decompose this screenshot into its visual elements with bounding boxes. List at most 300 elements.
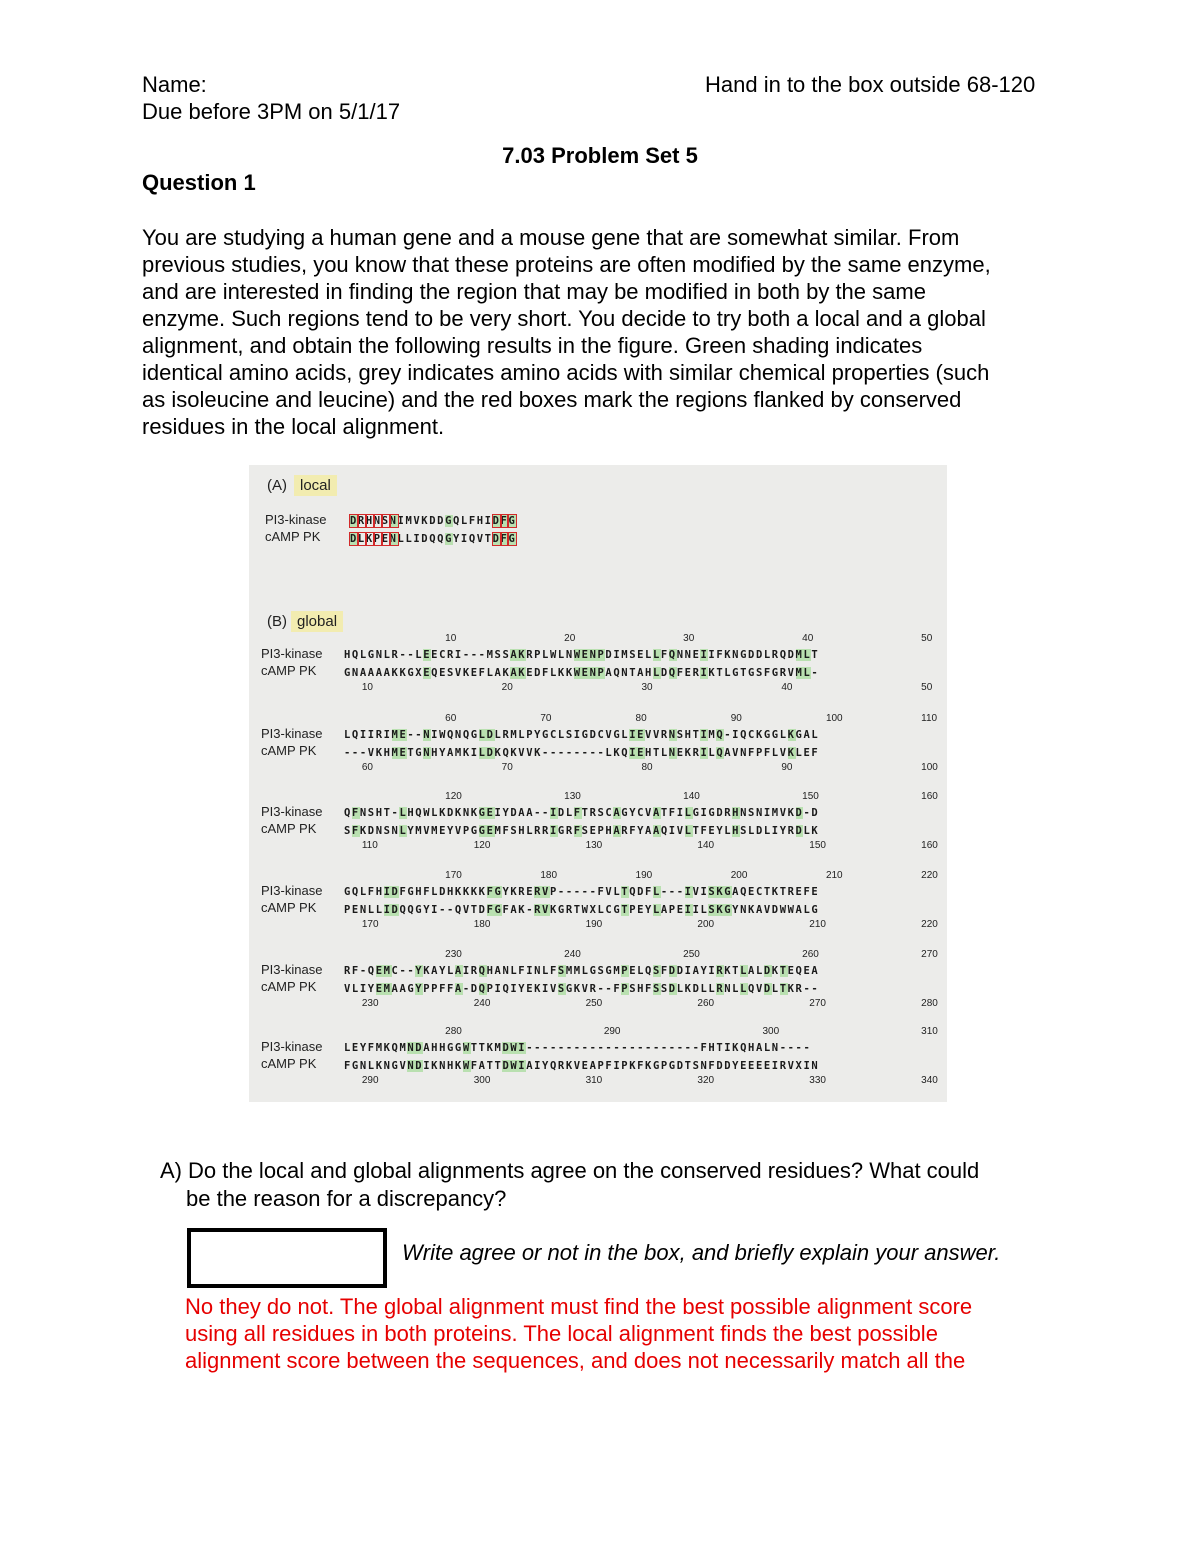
global-camp-sequence — [344, 667, 819, 679]
residue: D — [439, 886, 447, 898]
residue: N — [389, 533, 398, 545]
residue: G — [795, 729, 804, 741]
residue: E — [439, 825, 447, 837]
residue: L — [486, 667, 495, 679]
residue: L — [613, 886, 622, 898]
tick-label: 240 — [473, 998, 491, 1009]
residue: Q — [716, 729, 725, 741]
residue: K — [534, 983, 543, 995]
residue: F — [399, 886, 408, 898]
residue: H — [365, 515, 374, 527]
residue: A — [494, 667, 503, 679]
residue: D — [350, 515, 358, 527]
residue: V — [573, 1060, 582, 1072]
residue: - — [668, 886, 677, 898]
residue: F — [597, 886, 606, 898]
residue: - — [534, 1042, 543, 1054]
residue: E — [803, 747, 812, 759]
residue: H — [431, 1042, 440, 1054]
residue: Q — [621, 747, 630, 759]
residue: I — [684, 886, 693, 898]
residue: I — [629, 729, 638, 741]
residue: L — [359, 649, 368, 661]
residue: F — [676, 667, 685, 679]
residue: Q — [740, 1042, 749, 1054]
residue: R — [724, 807, 733, 819]
tick-label: 140 — [683, 791, 700, 802]
residue: S — [565, 729, 574, 741]
residue: - — [676, 1042, 685, 1054]
residue: F — [468, 515, 477, 527]
residue: E — [526, 667, 535, 679]
residue: Q — [716, 747, 725, 759]
residue: W — [573, 667, 582, 679]
residue: W — [549, 649, 558, 661]
residue: T — [478, 1042, 487, 1054]
tick-label: 260 — [697, 998, 715, 1009]
residue: S — [597, 965, 606, 977]
residue: D — [510, 807, 519, 819]
residue: I — [454, 649, 463, 661]
residue: G — [344, 886, 352, 898]
residue: G — [771, 729, 780, 741]
tick-label: 120 — [473, 840, 491, 851]
residue: F — [518, 965, 527, 977]
residue: G — [508, 515, 517, 527]
tick-label: 120 — [445, 791, 462, 802]
residue: L — [526, 825, 535, 837]
residue: K — [787, 807, 796, 819]
residue: V — [645, 729, 653, 741]
tick-label: 100 — [825, 713, 843, 724]
residue: K — [470, 886, 479, 898]
tick-label: 220 — [921, 870, 938, 881]
residue: G — [708, 807, 717, 819]
residue: - — [787, 1042, 796, 1054]
residue: E — [439, 667, 447, 679]
residue: L — [510, 965, 519, 977]
residue: E — [526, 983, 535, 995]
residue: K — [645, 1060, 653, 1072]
intro-line: previous studies, you know that these proteins are often modified by the same enzyme, — [142, 252, 991, 277]
tick-label: 290 — [361, 1075, 379, 1086]
residue: K — [375, 747, 384, 759]
residue: - — [573, 1042, 582, 1054]
residue: T — [740, 667, 749, 679]
residue: - — [652, 1042, 661, 1054]
residue: S — [740, 825, 749, 837]
residue: C — [748, 729, 756, 741]
residue: K — [423, 965, 432, 977]
residue: I — [423, 1060, 432, 1072]
residue: G — [446, 1042, 455, 1054]
residue: N — [724, 983, 733, 995]
residue: E — [811, 886, 820, 898]
residue: R — [787, 825, 796, 837]
residue: F — [446, 983, 455, 995]
residue: I — [431, 904, 440, 916]
tick-label: 160 — [921, 840, 938, 851]
residue: - — [534, 807, 543, 819]
residue: H — [518, 825, 527, 837]
residue: Y — [502, 807, 511, 819]
residue: I — [613, 649, 622, 661]
tick-label: 180 — [540, 870, 558, 881]
residue: I — [549, 825, 558, 837]
residue: - — [637, 1042, 646, 1054]
residue: I — [771, 1060, 780, 1072]
residue: K — [565, 667, 574, 679]
residue: F — [367, 1042, 376, 1054]
residue: T — [692, 729, 701, 741]
residue: D — [589, 729, 598, 741]
residue: G — [557, 904, 566, 916]
residue: D — [367, 825, 376, 837]
residue: K — [510, 747, 519, 759]
residue: M — [795, 649, 804, 661]
tick-label: 140 — [697, 840, 715, 851]
residue: E — [637, 747, 646, 759]
residue: K — [399, 667, 408, 679]
residue: K — [534, 747, 543, 759]
residue: D — [755, 649, 764, 661]
global-pi3-sequence — [344, 1042, 811, 1054]
residue: F — [700, 825, 709, 837]
tick-label: 290 — [603, 1026, 621, 1037]
residue: M — [510, 729, 519, 741]
residue: F — [573, 825, 582, 837]
residue: E — [381, 533, 390, 545]
residue: T — [811, 649, 820, 661]
global-seq2-name: cAMP PK — [261, 821, 317, 836]
residue: F — [478, 667, 487, 679]
tick-label: 190 — [635, 870, 653, 881]
residue: I — [518, 1042, 527, 1054]
residue: - — [597, 983, 606, 995]
residue: A — [375, 667, 384, 679]
tick-label: 340 — [921, 1075, 938, 1086]
residue: N — [389, 515, 398, 527]
tick-label: 90 — [730, 713, 742, 724]
residue: - — [462, 983, 471, 995]
residue: - — [803, 807, 812, 819]
residue: E — [351, 904, 360, 916]
residue: L — [637, 965, 646, 977]
residue: Q — [454, 904, 463, 916]
residue: P — [431, 983, 440, 995]
residue: T — [486, 1060, 495, 1072]
residue: A — [732, 886, 741, 898]
tick-label: 210 — [825, 870, 843, 881]
residue: D — [748, 649, 756, 661]
residue: F — [645, 983, 653, 995]
residue: Q — [452, 515, 461, 527]
residue: F — [344, 1060, 352, 1072]
residue: L — [684, 807, 693, 819]
residue: D — [692, 983, 701, 995]
residue: L — [405, 533, 414, 545]
residue: H — [486, 965, 495, 977]
tick-label: 80 — [635, 713, 647, 724]
residue: L — [359, 886, 368, 898]
residue: A — [399, 983, 408, 995]
part-a-question-line: be the reason for a discrepancy? — [186, 1186, 507, 1211]
residue: K — [478, 886, 487, 898]
residue: - — [676, 886, 685, 898]
residue: I — [462, 965, 471, 977]
residue: W — [573, 649, 582, 661]
tick-label: 160 — [921, 791, 938, 802]
residue: M — [415, 825, 424, 837]
residue: K — [755, 729, 764, 741]
residue: K — [518, 649, 527, 661]
residue: Q — [351, 729, 360, 741]
residue: L — [581, 965, 590, 977]
tick-label: 110 — [921, 713, 938, 724]
residue: S — [557, 965, 566, 977]
residue: - — [645, 1042, 653, 1054]
answer-box[interactable] — [187, 1228, 387, 1288]
residue: H — [684, 729, 693, 741]
residue: I — [732, 729, 741, 741]
residue: - — [660, 886, 669, 898]
residue: D — [446, 807, 455, 819]
residue: R — [446, 649, 455, 661]
residue: L — [763, 649, 772, 661]
residue: V — [692, 886, 701, 898]
tick-label: 60 — [361, 762, 373, 773]
residue: - — [557, 747, 566, 759]
residue: K — [486, 1042, 495, 1054]
residue: M — [375, 1042, 384, 1054]
residue: - — [407, 649, 416, 661]
residue: A — [748, 965, 756, 977]
residue: L — [660, 747, 669, 759]
residue: K — [470, 807, 479, 819]
residue: I — [763, 807, 772, 819]
residue: L — [652, 886, 661, 898]
residue: T — [779, 886, 788, 898]
residue: N — [454, 729, 463, 741]
local-camp-sequence — [350, 533, 516, 545]
residue: Q — [351, 649, 360, 661]
residue: D — [478, 904, 487, 916]
residue: Q — [478, 965, 487, 977]
residue: V — [462, 904, 471, 916]
residue: R — [660, 729, 669, 741]
residue: F — [423, 886, 432, 898]
residue: H — [708, 1042, 717, 1054]
residue: H — [344, 649, 352, 661]
residue: E — [755, 1060, 764, 1072]
intro-line: as isoleucine and leucine) and the red boxes mark the regions flanked by conserved — [142, 387, 962, 412]
residue: - — [803, 1042, 812, 1054]
residue: H — [446, 1060, 455, 1072]
residue: A — [510, 904, 519, 916]
residue: P — [373, 533, 382, 545]
answer-line: No they do not. The global alignment must find the best possible alignment score — [185, 1294, 973, 1319]
residue: F — [629, 825, 638, 837]
residue: G — [470, 825, 479, 837]
global-seq1-name: PI3-kinase — [261, 726, 323, 741]
residue: - — [597, 747, 606, 759]
tick-label: 130 — [585, 840, 603, 851]
residue: G — [478, 807, 487, 819]
residue: Y — [423, 904, 432, 916]
residue: T — [660, 807, 669, 819]
residue: L — [763, 825, 772, 837]
residue: V — [676, 825, 685, 837]
residue: Q — [645, 965, 653, 977]
tick-label: 70 — [501, 762, 513, 773]
residue: N — [621, 667, 630, 679]
residue: - — [803, 983, 812, 995]
residue: V — [454, 667, 463, 679]
residue: I — [684, 904, 693, 916]
residue: V — [344, 983, 352, 995]
residue: G — [391, 1060, 400, 1072]
residue: P — [621, 1060, 630, 1072]
residue: L — [478, 747, 487, 759]
residue: Q — [344, 807, 352, 819]
residue: L — [557, 729, 566, 741]
residue: R — [716, 965, 725, 977]
residue: G — [494, 904, 503, 916]
residue: K — [431, 1060, 440, 1072]
residue: M — [383, 965, 392, 977]
local-panel-label: local — [294, 475, 337, 496]
residue: G — [605, 965, 614, 977]
residue: W — [581, 904, 590, 916]
global-seq1-name: PI3-kinase — [261, 883, 323, 898]
residue: V — [399, 1060, 408, 1072]
residue: A — [724, 747, 733, 759]
residue: G — [668, 1060, 677, 1072]
residue: I — [470, 747, 479, 759]
residue: E — [763, 1060, 772, 1072]
residue: Y — [359, 1042, 368, 1054]
answer-line: alignment score between the sequences, and does not necessarily match all the — [185, 1348, 966, 1373]
tick-label: 280 — [921, 998, 938, 1009]
residue: I — [803, 1060, 812, 1072]
residue: I — [397, 515, 406, 527]
residue: L — [431, 807, 440, 819]
residue: E — [684, 667, 693, 679]
residue: N — [391, 825, 400, 837]
residue: I — [629, 747, 638, 759]
residue: V — [732, 747, 741, 759]
residue: G — [724, 904, 733, 916]
residue: P — [549, 886, 558, 898]
residue: E — [629, 965, 638, 977]
residue: T — [494, 1060, 503, 1072]
residue: M — [621, 649, 630, 661]
residue: L — [397, 533, 406, 545]
residue: I — [771, 825, 780, 837]
residue: A — [391, 983, 400, 995]
residue: R — [534, 886, 543, 898]
residue: E — [351, 1042, 360, 1054]
residue: F — [660, 965, 669, 977]
residue: R — [391, 649, 400, 661]
residue: G — [508, 533, 517, 545]
residue: G — [613, 904, 622, 916]
residue: G — [724, 886, 733, 898]
residue: K — [708, 667, 717, 679]
residue: L — [748, 825, 756, 837]
due-date: Due before 3PM on 5/1/17 — [142, 99, 401, 124]
residue: V — [518, 747, 527, 759]
tick-label: 270 — [809, 998, 826, 1009]
residue: D — [637, 886, 646, 898]
residue: S — [446, 667, 455, 679]
residue: Q — [415, 807, 424, 819]
intro-line: enzyme. Such regions tend to be very short. You decide to try both a local and a global — [142, 306, 986, 331]
tick-label: 20 — [564, 633, 576, 644]
residue: M — [494, 1042, 503, 1054]
residue: G — [415, 747, 424, 759]
residue: M — [795, 667, 804, 679]
residue: F — [716, 649, 725, 661]
residue: L — [565, 807, 574, 819]
tick-label: 150 — [809, 840, 826, 851]
residue: D — [415, 1060, 424, 1072]
residue: E — [637, 904, 646, 916]
residue: T — [779, 965, 788, 977]
residue: F — [470, 1060, 479, 1072]
residue: - — [605, 1042, 614, 1054]
residue: - — [589, 886, 598, 898]
tick-label: 190 — [585, 919, 603, 930]
residue: K — [557, 667, 566, 679]
tick-label: 70 — [540, 713, 552, 724]
residue: G — [771, 667, 780, 679]
residue: P — [660, 1060, 669, 1072]
residue: V — [779, 807, 788, 819]
residue: - — [581, 1042, 590, 1054]
residue: L — [645, 649, 653, 661]
residue: G — [445, 533, 453, 545]
residue: - — [399, 649, 408, 661]
residue: R — [795, 983, 804, 995]
residue: P — [597, 825, 606, 837]
residue: Y — [367, 983, 376, 995]
residue: Y — [415, 965, 424, 977]
residue: L — [518, 729, 527, 741]
residue: Q — [391, 1042, 400, 1054]
residue: - — [811, 983, 820, 995]
residue: I — [383, 729, 392, 741]
residue: N — [668, 729, 677, 741]
residue: S — [692, 1060, 701, 1072]
residue: A — [359, 667, 368, 679]
residue: M — [573, 965, 582, 977]
residue: H — [645, 667, 653, 679]
residue: E — [486, 825, 495, 837]
residue: R — [534, 904, 543, 916]
tick-label: 40 — [802, 633, 814, 644]
residue: X — [795, 1060, 804, 1072]
residue: T — [692, 825, 701, 837]
residue: L — [740, 983, 749, 995]
residue: N — [771, 1042, 780, 1054]
residue: - — [811, 667, 820, 679]
residue: G — [621, 807, 630, 819]
residue: N — [589, 649, 598, 661]
residue: - — [660, 1042, 669, 1054]
residue: - — [779, 1042, 788, 1054]
residue: - — [478, 649, 487, 661]
